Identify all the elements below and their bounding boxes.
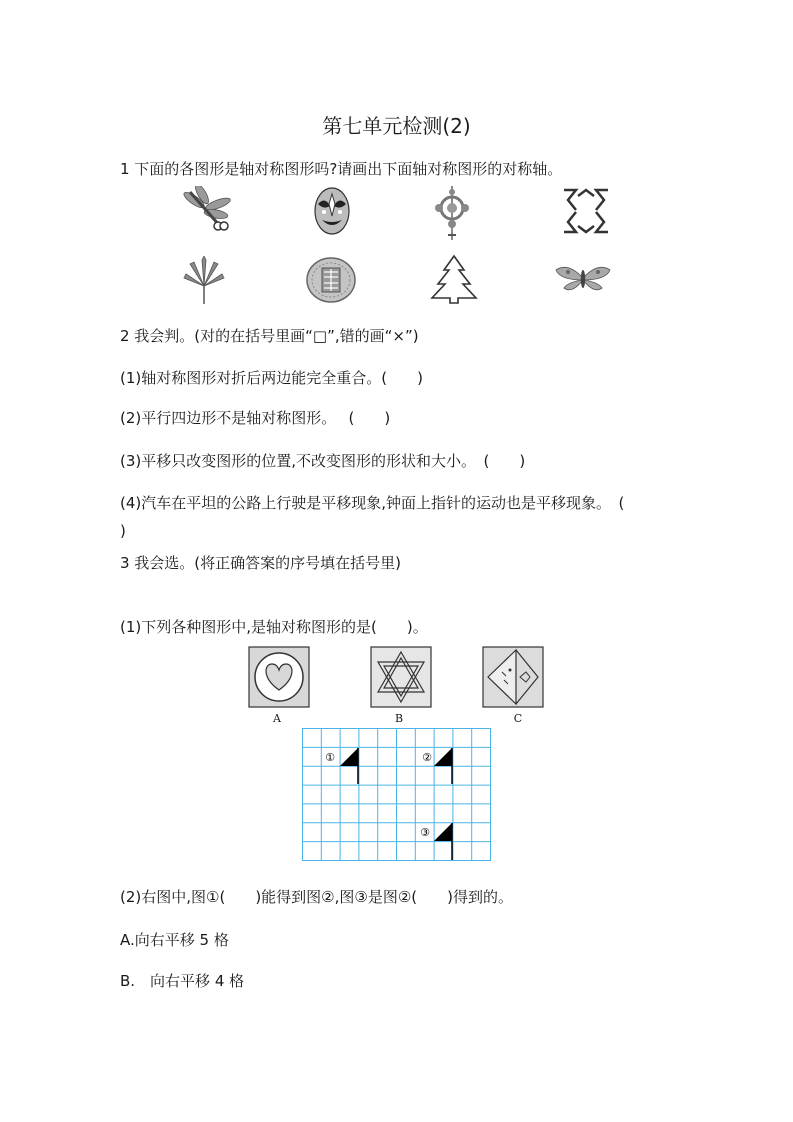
chinese-knot-icon [432,186,472,240]
pine-tree-icon [430,254,478,304]
border-pattern-icon [560,186,612,236]
question-1-text: 1 下面的各图形是轴对称图形吗?请画出下面轴对称图形的对称轴。 [120,160,563,178]
choice-question-1: (1)下列各种图形中,是轴对称图形的是( )。 [120,618,428,636]
judge-item-1: (1)轴对称图形对折后两边能完全重合。( ) [120,369,423,387]
round-seal-icon [305,256,357,304]
choice-label-a: A [273,712,281,725]
dragonfly-icon [180,186,234,236]
opera-mask-icon [312,186,352,236]
grid-marker-1: ① [325,751,335,764]
judge-item-4: (4)汽车在平坦的公路上行驶是平移现象,钟面上指针的运动也是平移现象。 ( [120,494,625,512]
grid-marker-3: ③ [420,826,430,839]
judge-item-4-wrap: ) [120,522,126,540]
heart-figure-a [248,646,310,708]
question-2-text: 2 我会判。(对的在括号里画“□”,错的画“×”) [120,327,419,345]
grid-marker-2: ② [422,751,432,764]
option-b: B. 向右平移 4 格 [120,972,245,990]
choice-label-c: C [513,712,523,725]
question-3-text: 3 我会选。(将正确答案的序号填在括号里) [120,554,402,572]
choice-label-b: B [394,712,404,725]
translation-grid [302,728,492,862]
choice-question-2: (2)右图中,图①( )能得到图②,图③是图②( )得到的。 [120,888,513,906]
maple-leaf-icon [182,256,226,304]
judge-item-3: (3)平移只改变图形的位置,不改变图形的形状和大小。 ( ) [120,452,526,470]
option-a: A.向右平移 5 格 [120,931,229,949]
page-title: 第七单元检测(2) [322,114,471,138]
butterfly-icon [554,262,612,296]
judge-item-2: (2)平行四边形不是轴对称图形。 ( ) [120,409,391,427]
star-figure-b [370,646,432,708]
fish-figure-c [482,646,544,708]
